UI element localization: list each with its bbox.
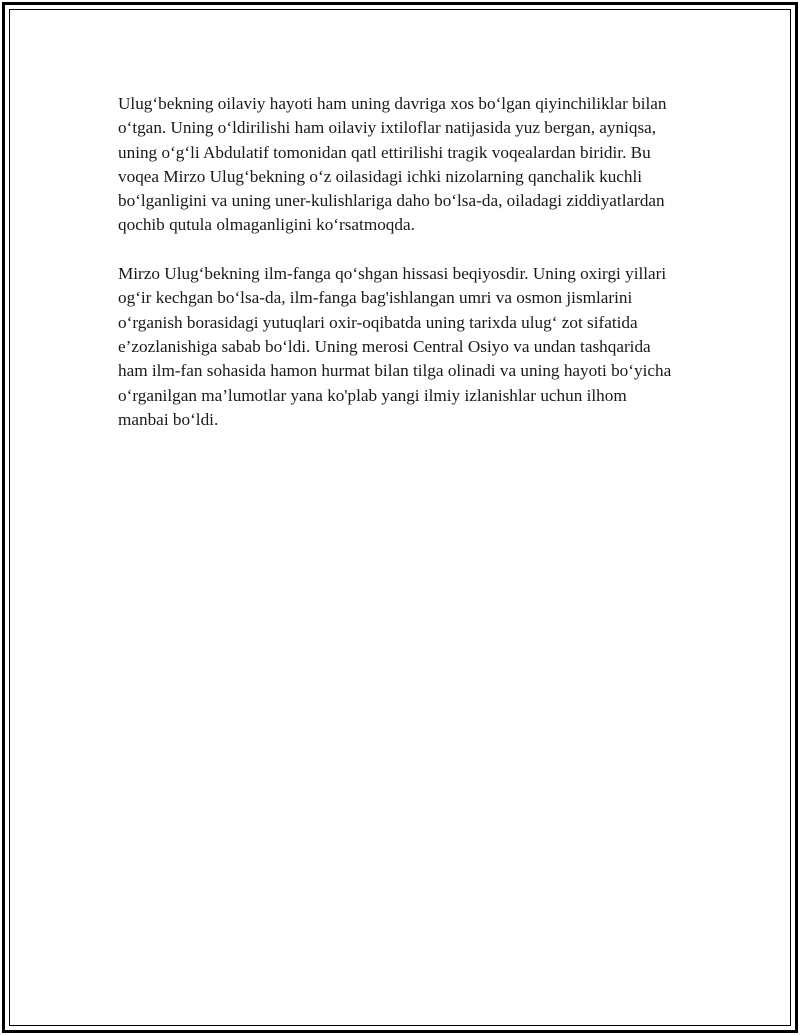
document-body xyxy=(118,92,680,456)
paragraph-family-life: Ulug‘bekning oilaviy hayoti ham uning davriga xos bo‘lgan qiyinchiliklar bilan o‘tgan. Uning o‘ldirilishi ham oilaviy ixtiloflar natijasida yuz bergan, ayniqsa, uning o‘g‘li Abdulatif tomonidan qatl ettirilishi tragik voqealardan biridir. Bu voqea Mirzo Ulug‘bekning o‘z oilasidagi ichki nizolarning qanchalik kuchli bo‘lganligini va uning uner-kulishlariga daho bo‘lsa-da, oiladagi ziddiyatlardan qochib qutula olmaganligini ko‘rsatmoqda. xyxy=(118,94,667,235)
paragraph-legacy: Mirzo Ulug‘bekning ilm-fanga qo‘shgan hissasi beqiyosdir. Uning oxirgi yillari og‘ir kechgan bo‘lsa-da, ilm-fanga bag'ishlangan umri va osmon jismlarini o‘rganish borasidagi yutuqlari oxir-oqibatda uning tarixda ulug‘ zot sifatida e’zozlanishiga sabab bo‘ldi. Uning merosi Central Osiyo va undan tashqarida ham ilm-fan sohasida hamon hurmat bilan tilga olinadi va uning hayoti bo‘yicha o‘rganilgan ma’lumotlar yana ko'plab yangi ilmiy izlanishlar uchun ilhom manbai bo‘ldi. xyxy=(118,264,672,429)
